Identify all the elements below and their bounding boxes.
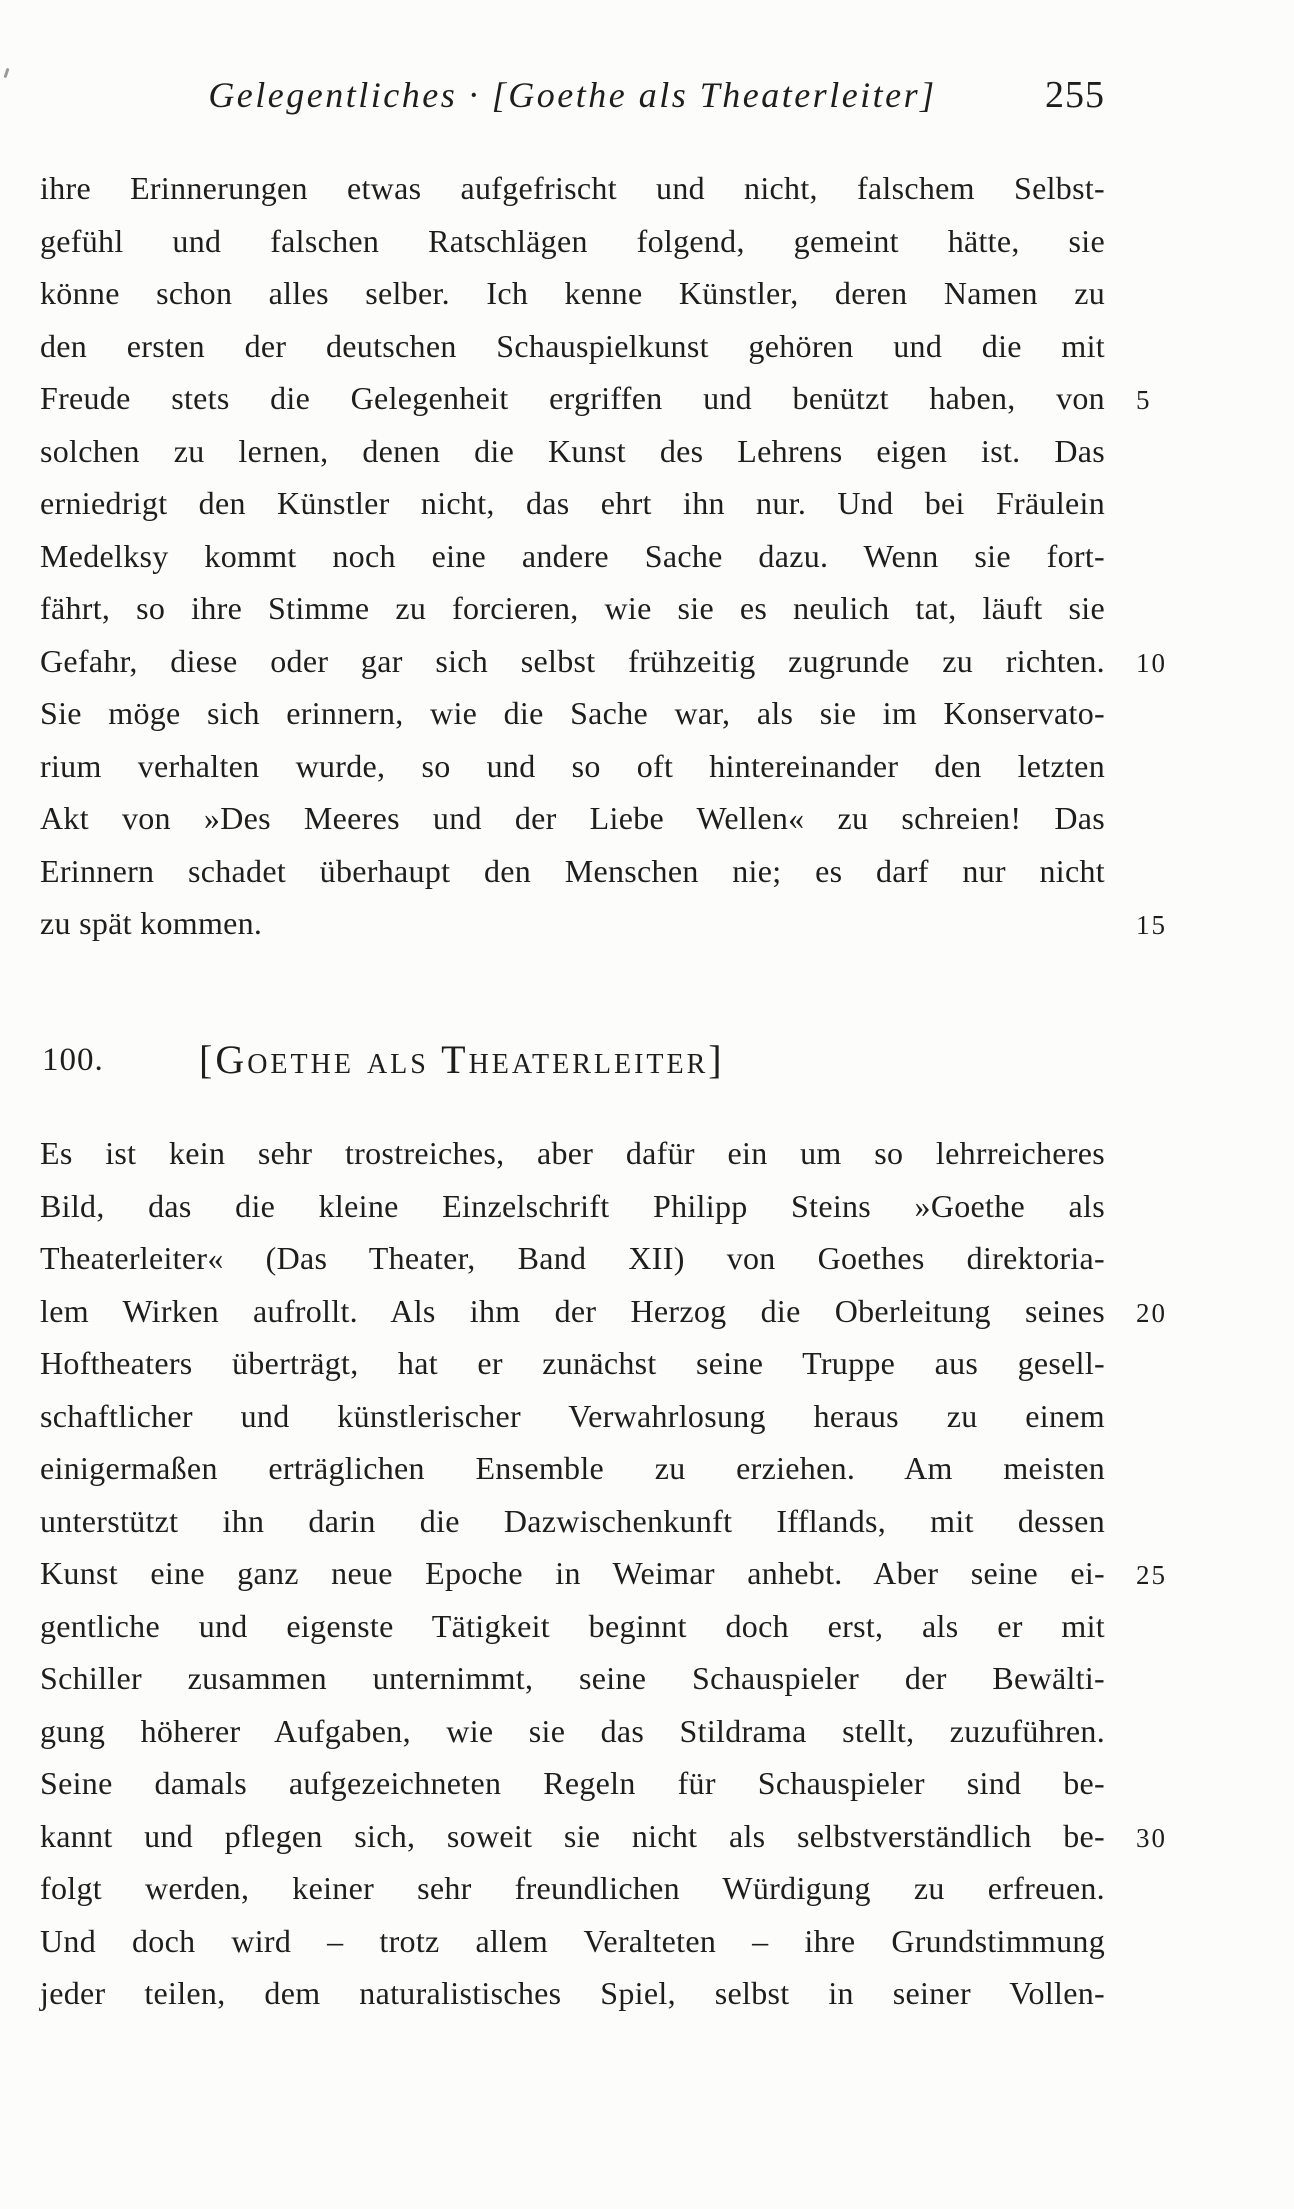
text-line: kannt und pflegen sich, soweit sie nicht als selbstverständlich be- <box>40 1817 1105 1854</box>
margin-line-number: 20 <box>1136 1297 1167 1328</box>
line-number-column <box>1136 0 1196 2209</box>
margin-line-number: 5 <box>1136 385 1152 415</box>
text-line: solchen zu lernen, denen die Kunst des Lehrens eigen ist. Das <box>40 432 1105 469</box>
text-line: unterstützt ihn darin die Dazwischenkunft Ifflands, mit dessen <box>40 1502 1105 1539</box>
page-number: 255 <box>1045 74 1105 116</box>
text-line: Sie möge sich erinnern, wie die Sache war, als sie im Konservato- <box>40 695 1105 731</box>
print-speck <box>4 68 10 78</box>
text-line: folgt werden, keiner sehr freundlichen Würdigung zu erfreuen. <box>40 1870 1105 1906</box>
text-line: lem Wirken aufrollt. Als ihm der Herzog die Oberleitung seines <box>40 1292 1105 1329</box>
running-header-title: Gelegentliches · [Goethe als Theaterleiter] <box>208 75 937 115</box>
text-line: könne schon alles selber. Ich kenne Künstler, deren Namen zu <box>40 275 1105 311</box>
text-line: Schiller zusammen unternimmt, seine Schauspieler der Bewälti- <box>40 1660 1105 1696</box>
text-line: einigermaßen erträglichen Ensemble zu erziehen. Am meisten <box>40 1450 1105 1486</box>
text-line: den ersten der deutschen Schauspielkunst gehören und die mit <box>40 327 1105 364</box>
text-line: Seine damals aufgezeichneten Regeln für Schauspieler sind be- <box>40 1765 1105 1801</box>
margin-line-number: 10 <box>1136 647 1167 678</box>
text-line: gefühl und falschen Ratschlägen folgend, gemeint hätte, sie <box>40 222 1105 259</box>
text-line: Medelksy kommt noch eine andere Sache dazu. Wenn sie fort- <box>40 537 1105 574</box>
text-line: fährt, so ihre Stimme zu forcieren, wie sie es neulich tat, läuft sie <box>40 590 1105 626</box>
text-line: gung höherer Aufgaben, wie sie das Stildrama stellt, zuzuführen. <box>40 1712 1105 1749</box>
text-line: gentliche und eigenste Tätigkeit beginnt doch erst, als er mit <box>40 1607 1105 1644</box>
paragraph-2 <box>40 1127 1105 2020</box>
paragraph-1 <box>40 162 1105 950</box>
text-line: Es ist kein sehr trostreiches, aber dafür ein um so lehrreicheres <box>40 1135 1105 1171</box>
text-line: Kunst eine ganz neue Epoche in Weimar anhebt. Aber seine ei- <box>40 1555 1105 1591</box>
text-line: Erinnern schadet überhaupt den Menschen nie; es darf nur nicht <box>40 852 1105 889</box>
text-line: Hoftheaters überträgt, hat er zunächst seine Truppe aus gesell- <box>40 1345 1105 1381</box>
margin-line-number: 15 <box>1136 910 1167 940</box>
text-line: Bild, das die kleine Einzelschrift Philipp Steins »Goethe als <box>40 1187 1105 1224</box>
text-line: zu spät kommen. <box>40 905 263 941</box>
section-title: [Goethe als Theaterleiter] <box>199 1037 725 1082</box>
section-number: 100. <box>42 1042 104 1078</box>
margin-line-number: 30 <box>1136 1822 1167 1853</box>
text-line: schaftlicher und künstlerischer Verwahrlosung heraus zu einem <box>40 1397 1105 1434</box>
text-line: rium verhalten wurde, so und so oft hintereinander den letzten <box>40 747 1105 784</box>
text-line: ihre Erinnerungen etwas aufgefrischt und nicht, falschem Selbst- <box>40 170 1105 206</box>
text-line: Akt von »Des Meeres und der Liebe Wellen« zu schreien! Das <box>40 800 1105 836</box>
text-line: Theaterleiter« (Das Theater, Band XII) von Goethes direktoria- <box>40 1240 1105 1276</box>
text-line: Und doch wird – trotz allem Veralteten – ihre Grundstimmung <box>40 1922 1105 1959</box>
text-line: jeder teilen, dem naturalistisches Spiel, selbst in seiner Vollen- <box>40 1975 1105 2011</box>
section-heading <box>40 1030 1105 1090</box>
margin-line-number: 25 <box>1136 1560 1167 1590</box>
text-line: Gefahr, diese oder gar sich selbst frühzeitig zugrunde zu richten. <box>40 642 1105 679</box>
text-line: Freude stets die Gelegenheit ergriffen und benützt haben, von <box>40 380 1105 416</box>
text-line: erniedrigt den Künstler nicht, das ehrt ihn nur. Und bei Fräulein <box>40 485 1105 521</box>
